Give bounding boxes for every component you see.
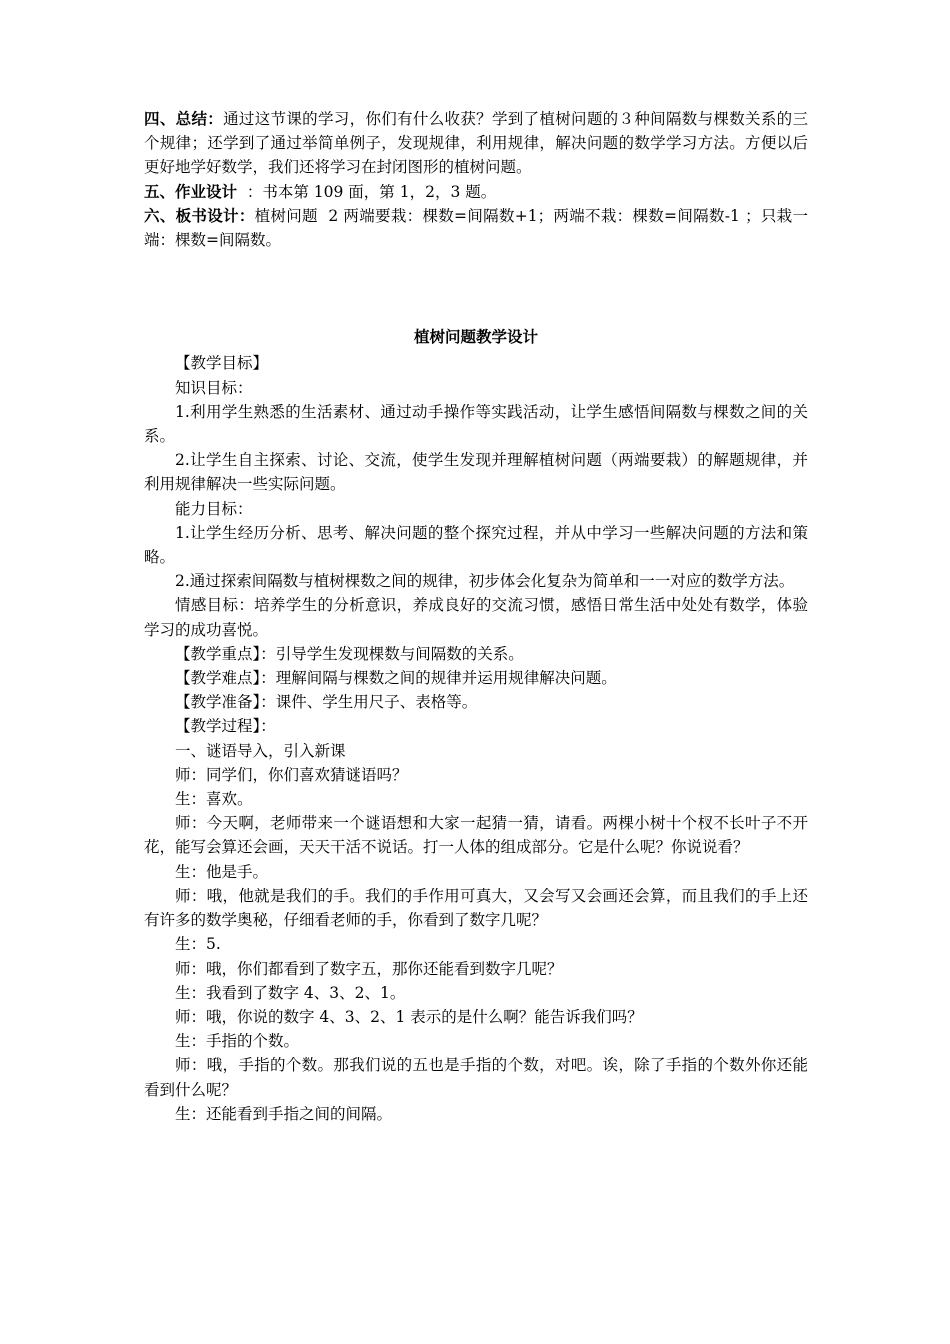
- paragraph: 1.利用学生熟悉的生活素材、通过动手操作等实践活动，让学生感悟间隔数与棵数之间的关系。: [144, 402, 808, 446]
- summary-paragraph: [144, 107, 808, 180]
- paragraph: 1.让学生经历分析、思考、解决问题的整个探究过程，并从中学习一些解决问题的方法和策略。: [144, 523, 808, 567]
- paragraph: 【教学过程】：: [175, 717, 276, 736]
- paragraph: 【教学目标】: [175, 354, 269, 373]
- homework-text: ：书本第 109 面，第 1，2，3 题。: [237, 182, 497, 201]
- paragraph: 师：哦，你说的数字 4、3、2、1 表示的是什么啊？能告诉我们吗？: [175, 1007, 643, 1026]
- homework-label: 五、作业设计: [144, 181, 238, 201]
- paragraph: 师：今天啊，老师带来一个谜语想和大家一起猜一猜，请看。两棵小树十个杈不长叶子不开花，能写会算还会画，天天干活不说话。打一人体的组成部分。它是什么呢？你说说看？: [144, 814, 808, 857]
- paragraph: 【教学准备】：课件、学生用尺子、表格等。: [175, 693, 478, 712]
- paragraph: 师：哦，他就是我们的手。我们的手作用可真大，又会写又会画还会算，而且我们的手上还有许多的数学奥秘，仔细看老师的手，你看到了数字几呢？: [144, 886, 808, 930]
- summary-text: 通过这节课的学习，你们有什么收获？学到了植树问题的３种间隔数与棵数关系的三个规律；还学到了通过举简单例子，发现规律，利用规律，解决问题的数学学习方法。方便以后更好地学好数学，我们还将学习在封闭图形的植树问题。: [144, 110, 808, 177]
- paragraph: 一、谜语导入，引入新课: [175, 741, 346, 760]
- document-page: [144, 107, 808, 1126]
- body-paragraphs: [144, 351, 808, 1126]
- paragraph: 2.让学生自主探索、讨论、交流，使学生发现并理解植树问题（两端要栽）的解题规律，并利用规律解决一些实际问题。: [144, 451, 808, 494]
- paragraph: 生：我看到了数字 4、3、2、1。: [175, 983, 406, 1002]
- paragraph: 师：同学们，你们喜欢猜谜语吗？: [175, 765, 408, 784]
- paragraph: 2.通过探索间隔数与植树棵数之间的规律，初步体会化复杂为简单和一一对应的数学方法。: [175, 572, 795, 591]
- paragraph: 能力目标：: [175, 499, 253, 518]
- paragraph: 生：手指的个数。: [175, 1032, 300, 1051]
- paragraph: 生：还能看到手指之间的间隔。: [175, 1104, 393, 1123]
- document-title: 植树问题教学设计: [413, 327, 538, 347]
- homework-paragraph: [144, 180, 808, 204]
- paragraph: 师：哦，手指的个数。那我们说的五也是手指的个数，对吧。诶，除了手指的个数外你还能看到什么呢？: [144, 1056, 808, 1099]
- paragraph: 知识目标：: [175, 378, 253, 397]
- paragraph: 师：哦，你们都看到了数字五，那你还能看到数字几呢？: [175, 959, 563, 978]
- paragraph: 情感目标：培养学生的分析意识，养成良好的交流习惯，感悟日常生活中处处有数学，体验学习的成功喜悦。: [144, 596, 808, 639]
- paragraph: 生：他是手。: [175, 862, 269, 881]
- board-paragraph: [144, 204, 808, 252]
- board-label: 六、板书设计：: [144, 205, 255, 225]
- summary-label: 四、总结：: [144, 109, 224, 128]
- paragraph: 生：喜欢。: [175, 790, 253, 809]
- paragraph: 【教学重点】：引导学生发现棵数与间隔数的关系。: [175, 644, 524, 663]
- paragraph: 生：5.: [175, 935, 221, 954]
- paragraph: 【教学难点】：理解间隔与棵数之间的规律并运用规律解决问题。: [175, 669, 617, 688]
- board-text: 植树问题 2 两端要栽：棵数=间隔数+1；两端不栽：棵数=间隔数-1 ；只栽一端：棵数=间隔数。: [144, 206, 808, 250]
